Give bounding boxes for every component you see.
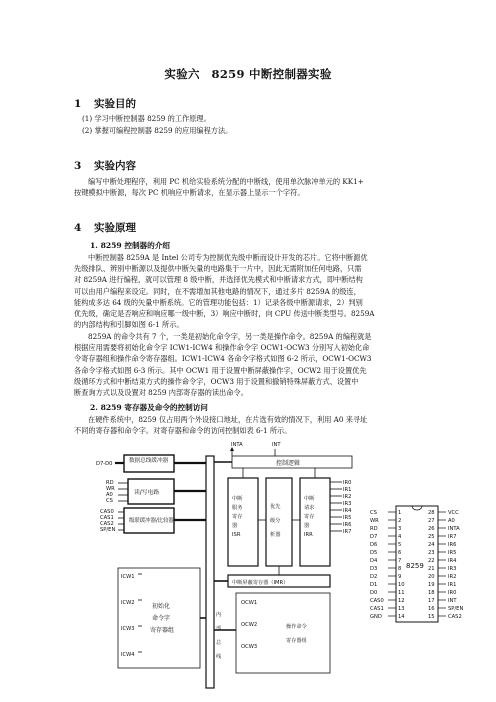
chip-pin-name: D1 [370,582,378,588]
text-line: 断查询方式以及设置对 8259 内部寄存器的读出命令。 [74,388,248,398]
chip-pin-name: D5 [370,550,378,556]
chip-name: 8259 [406,562,424,570]
text-line: 各命令字格式如图 6-3 所示。其中 OCW1 用于设置中断屏蔽操作字，OCW2 用于设置优先 [74,365,367,375]
ir5-label: IR5 [343,515,352,521]
text-line: 编写中断处理程序，利用 PC 机给实验系统分配的中断线，使用单次脉冲单元的 KK1+ [88,177,364,186]
icw-group-label-1: 初始化 [152,603,171,610]
chip-right-pins [428,510,463,620]
irr-label-2: 请求 [304,505,315,511]
chip-pin-number: 5 [398,542,402,548]
chip-pinout [370,506,463,622]
data-bus-label: D7-D0 [96,461,113,467]
chip-pin-number: 23 [428,550,435,556]
ocw2-label: OCW2 [241,622,258,628]
pin-cas1-label: CAS1 [100,515,114,521]
chip-pin-number: 11 [398,590,405,596]
chip-pin-number: 14 [398,614,405,620]
isr-label-2: 服务 [232,505,243,511]
ir4-label: IR4 [343,508,352,514]
ocw3-label: OCW3 [241,644,258,650]
chip-pin-name: CAS2 [448,614,462,620]
imr-label: 中断屏蔽寄存器（IMR） [232,580,289,586]
chip-pin-number: 27 [428,518,435,524]
ir-lines [330,482,342,531]
isr-label-5: ISR [232,532,241,538]
objective-item: (1) 学习中断控制器 8259 的工作原理。 [82,114,211,123]
chip-left-pins [370,510,405,620]
chip-pin-number: 6 [398,550,402,556]
chip-pin-name: SP/EN [448,606,464,612]
pin-rd-label: RD [106,480,114,486]
chip-pin-name: IR3 [448,566,457,572]
text-line: 不同的寄存器和命令字。对寄存器和命令的访问控制如表 6-1 所示。 [74,426,292,436]
irr-block [300,478,330,566]
data-buffer-label: 数据总线缓冲器 [129,458,169,464]
ocw1-label: OCW1 [241,600,258,606]
chip-pin-number: 22 [428,558,435,564]
text-line: 优先级，确定是否响应和响应哪一级中断，3）响应中断时，向 CPU 传送中断类型号。8259A [74,309,375,319]
icw2-label: ICW2 [121,600,135,606]
control-logic-label: 控制逻辑 [276,460,301,467]
chip-pin-number: 18 [428,590,435,596]
chip-pin-number: 28 [428,510,435,516]
irr-label-3: 寄存 [304,514,315,520]
pin-a0-label: A0 [106,492,113,498]
page-title: 实验六 8259 中断控制器实验 [164,67,332,81]
section-number: 4 [74,222,82,234]
isr-label-1: 中断 [232,496,243,502]
chip-pin-name: CAS1 [370,606,384,612]
chip-pin-number: 26 [428,526,435,532]
chip-pin-number: 15 [428,614,435,620]
internal-bus-label-2: 部 [216,626,222,632]
chip-pin-number: 7 [398,558,402,564]
pin-cs-label: CS [106,498,113,504]
text-line: 根据应用需要将初始化命令字 ICW1-ICW4 和操作命令字 OCW1-OCW3 分别写入初始化命 [74,343,370,353]
pr-label-2: 级分 [270,518,281,524]
irr-label-1: 中断 [304,496,315,502]
text-line: 令寄存器组和操作命令寄存器组。ICW1-ICW4 各命令字格式如图 6-2 所示，OCW1-OCW3 [74,354,372,364]
irr-label-4: 器 [304,523,310,529]
chip-pin-number: 1 [398,510,402,516]
chip-pin-number: 4 [398,534,402,540]
isr-block [228,478,258,566]
inta-label: INTA [231,442,243,448]
text-line: 中断控制器 8259A 是 Intel 公司专为控制优先级中断而设计开发的芯片。它将中断源优 [88,253,368,262]
ocw-group-label-2: 寄存器组 [286,638,307,644]
section-number: 3 [74,160,82,172]
rw-logic-label: 读/写电路 [134,490,160,496]
chip-pin-number: 3 [398,526,402,532]
section-title: 实验内容 [94,160,136,172]
chip-pin-number: 25 [428,534,435,540]
ocw-group-label-1: 操作命令 [286,624,307,630]
pin-cas0-label: CAS0 [100,509,114,515]
text-line: 8259A 的命令共有 7 个，一类是初始化命令字，另一类是操作命令。8259A 的编程就是 [88,332,372,341]
subsection-heading-2: 2. 8259 寄存器及命令的控制访问 [90,403,208,412]
text-line: 按键模拟中断源，每次 PC 机响应中断请求，在显示器上显示一个字符。 [74,188,305,198]
chip-pin-number: 12 [398,598,405,604]
chip-pin-name: D6 [370,542,378,548]
block-diagram [96,442,352,688]
chip-pin-number: 2 [398,518,402,524]
text-line: 在硬件系统中，8259 仅占用两个外设接口地址，在片选有效的情况下，利用 A0 来寻址 [88,415,368,424]
chip-pin-number: 17 [428,598,435,604]
text-line: 对 8259A 进行编程，就可以管理 8 级中断，并选择优先模式和中断请求方式，即中断结构 [74,275,363,285]
chip-pin-name: IR0 [448,590,457,596]
chip-pin-number: 24 [428,542,435,548]
chip-pin-number: 13 [398,606,405,612]
internal-bus-label-3: 总 [216,640,222,646]
chip-pin-number: 8 [398,566,402,572]
chip-pin-name: CAS0 [370,598,384,604]
chip-pin-name: IR6 [448,542,457,548]
chip-pin-number: 20 [428,574,435,580]
ir6-label: IR6 [343,522,352,528]
pin-wr-label: WR [106,486,115,492]
chip-pin-number: 16 [428,606,435,612]
chip-pin-name: WR [370,518,379,524]
pr-label-1: 优先 [270,504,281,510]
isr-label-3: 寄存 [232,514,243,520]
text-line: 能构成多达 64 级的矢量中断系统。它的管理功能包括：1）记录各级中断源请求，2）判别 [74,297,363,307]
chip-pin-name: RD [370,526,378,532]
section-number: 1 [74,98,82,110]
text-line: 先级排队、辨别中断源以及提供中断矢量的电路集于一片中，因此无需附加任何电路，只需 [74,264,362,274]
chip-pin-name: IR2 [448,574,457,580]
ir7-label: IR7 [343,529,352,535]
icw4-label: ICW4 [121,652,135,658]
chip-pin-name: IR1 [448,582,457,588]
chip-pin-name: IR4 [448,558,457,564]
icw-group-label-3: 寄存器组 [150,627,175,634]
icw1-label: ICW1 [121,574,135,580]
chip-pin-name: INTA [448,526,460,532]
chip-pin-name: D0 [370,590,378,596]
ir2-label: IR2 [343,494,352,500]
text-line: 的内部结构和引脚如图 6-1 所示。 [74,320,184,330]
chip-pin-name: IR5 [448,550,457,556]
chip-pin-name: INT [448,598,457,604]
irr-label-5: IRR [304,532,313,538]
chip-pin-name: D7 [370,534,378,540]
icw-group-label-2: 命令字 [152,615,171,622]
objective-item: (2) 掌握可编程控制器 8259 的应用编程方法。 [82,126,233,135]
pin-cas2-label: CAS2 [100,521,114,527]
pin-spen-label: SP/EN [100,527,116,533]
subsection-heading-1: 1. 8259 控制器的介绍 [90,241,170,250]
chip-pin-number: 21 [428,566,435,572]
chip-pin-number: 19 [428,582,435,588]
chip-pin-number: 10 [398,582,405,588]
chip-pin-number: 9 [398,574,402,580]
cascade-label: 级联缓冲器/比较器 [129,518,174,524]
internal-bus-label-4: 线 [216,654,222,660]
text-line: 可以由用户编程来设定。同时，在不需增加其他电路的情况下，通过多片 8259A 的级连， [74,286,361,296]
chip-pin-name: VCC [448,510,459,516]
chip-pin-name: IR7 [448,534,457,540]
int-label: INT [272,442,281,448]
isr-label-4: 器 [232,523,238,529]
text-line: 级循环方式和中断结束方式的操作命令字，OCW3 用于设置和撤销特殊屏蔽方式、设置中 [74,376,359,386]
chip-pin-name: D2 [370,574,378,580]
ir3-label: IR3 [343,501,352,507]
chip-pin-name: CS [370,510,377,516]
ir1-label: IR1 [343,487,352,493]
icw3-label: ICW3 [121,626,135,632]
chip-pin-name: A0 [448,518,455,524]
chip-pin-name: D4 [370,558,378,564]
pr-label-3: 析器 [270,532,281,538]
chip-pin-name: D3 [370,566,378,572]
section-title: 实验原理 [94,222,136,234]
section-title: 实验目的 [94,98,136,110]
ir0-label: IR0 [343,480,352,486]
chip-pin-name: GND [370,614,382,620]
internal-bus [206,456,214,688]
internal-bus-label-1: 内 [216,612,222,618]
